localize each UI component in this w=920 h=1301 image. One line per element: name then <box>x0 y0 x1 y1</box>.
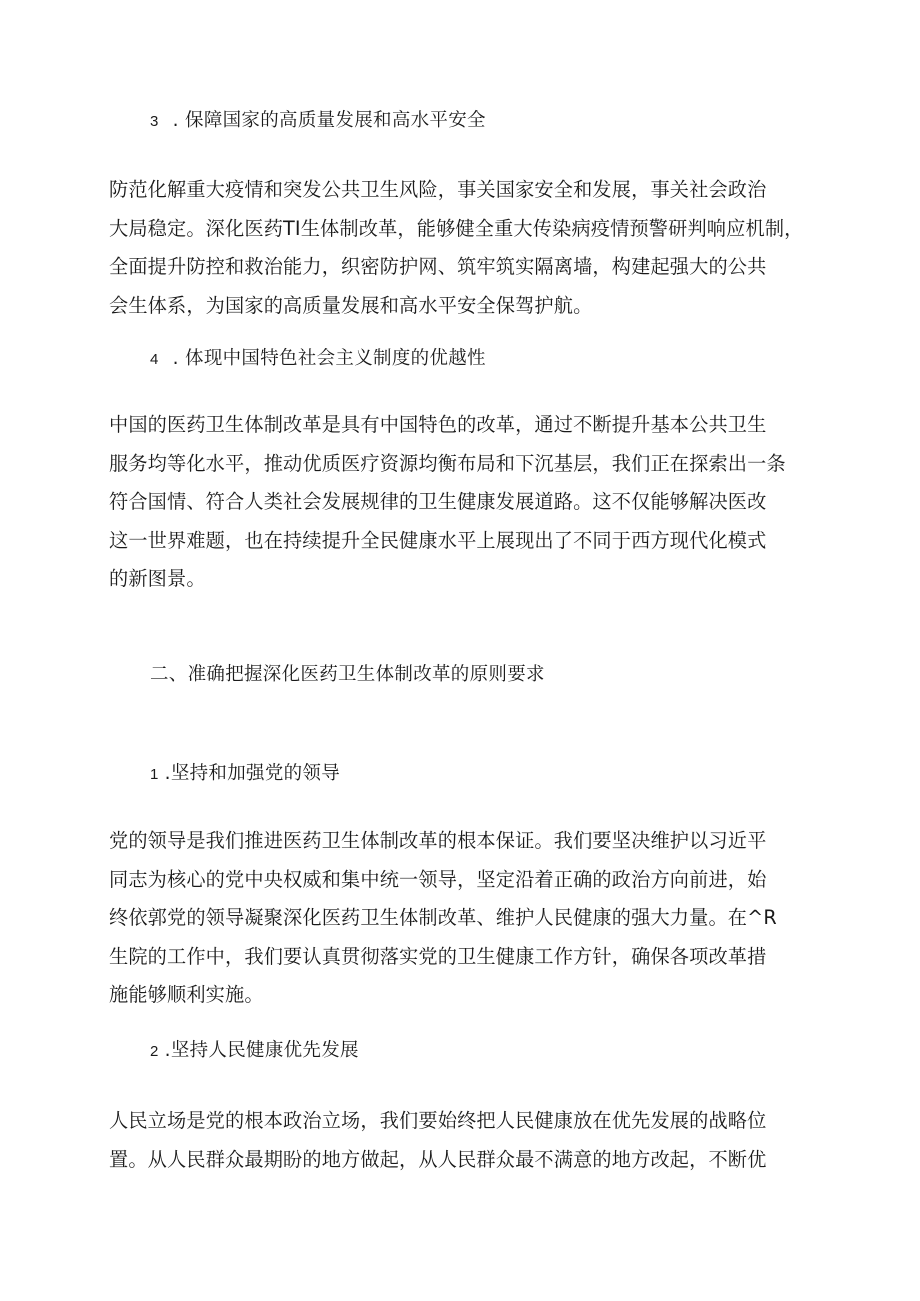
subheading-2 <box>150 1039 359 1064</box>
heading-text: .坚持人民健康优先发展 <box>164 1040 359 1061</box>
heading-3 <box>150 109 486 134</box>
text-line: 终依郭党的领导凝聚深化医药卫生体制改革、维护人民健康的强大力量。在^R <box>109 906 777 929</box>
text-line: 这一世界难题，也在持续提升全民健康水平上展现出了不同于西方现代化模式 <box>109 528 767 552</box>
heading-number: 4 <box>150 351 159 368</box>
text-line: 防范化解重大疫情和突发公共卫生风险，事关国家安全和发展，事关社会政治 <box>109 178 767 201</box>
paragraph-2 <box>109 406 809 599</box>
text-line: 服务均等化水平，推动优质医疗资源均衡布局和下沉基层，我们正在探索出一条 <box>109 451 786 475</box>
text-line: 大局稳定。深化医药TI生体制改革，能够健全重大传染病疫情预警研判响应机制， <box>109 216 804 240</box>
paragraph-4 <box>109 1102 809 1179</box>
text-line: 中国的医药卫生体制改革是具有中国特色的改革，通过不断提升基本公共卫生 <box>109 413 767 436</box>
subheading-1 <box>150 762 340 787</box>
text-line: 同志为核心的党中央权威和集中统一领导，坚定沿着正确的政治方向前进，始 <box>109 867 767 891</box>
heading-text: . 体现中国特色社会主义制度的优越性 <box>172 348 486 369</box>
paragraph-1 <box>109 171 809 325</box>
text-line: 会生体系，为国家的高质量发展和高水平安全保驾护航。 <box>109 293 593 317</box>
text-line: 的新图景。 <box>109 567 206 590</box>
paragraph-3 <box>109 822 809 1015</box>
text-line: 置。从人民群众最期盼的地方做起，从人民群众最不满意的地方改起，不断优 <box>109 1147 767 1171</box>
text-line: 人民立场是党的根本政治立场，我们要始终把人民健康放在优先发展的战略位 <box>109 1109 767 1132</box>
heading-4 <box>150 347 486 372</box>
text-line: 施能够顺利实施。 <box>109 983 264 1006</box>
heading-text: . 保障国家的高质量发展和高水平安全 <box>172 110 486 131</box>
section-heading: 二、准确把握深化医药卫生体制改革的原则要求 <box>150 664 545 685</box>
text-line: 生院的工作中，我们要认真贯彻落实党的卫生健康工作方针，确保各项改革措 <box>109 944 767 968</box>
heading-number: 3 <box>150 113 159 130</box>
text-line: 全面提升防控和救治能力，织密防护网、筑牢筑实隔离墙，构建起强大的公共 <box>109 255 767 278</box>
text-line: 党的领导是我们推进医药卫生体制改革的根本保证。我们要坚决维护以习近平 <box>109 829 767 852</box>
text-line: 符合国情、符合人类社会发展规律的卫生健康发展道路。这不仅能够解决医改 <box>109 490 767 513</box>
heading-text: .坚持和加强党的领导 <box>164 763 341 784</box>
heading-number: 1 <box>150 766 159 783</box>
heading-number: 2 <box>150 1043 159 1060</box>
